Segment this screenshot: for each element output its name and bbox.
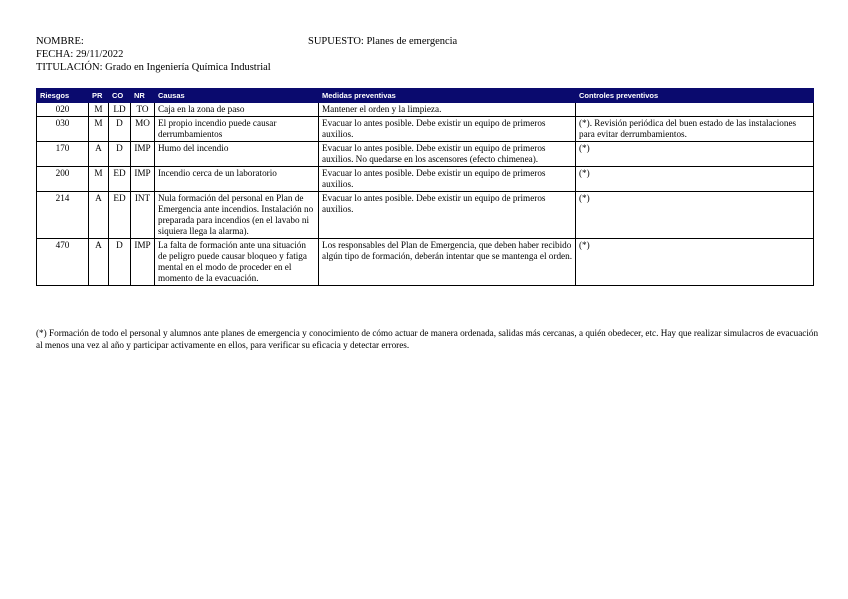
- header-riesgos: Riesgos: [37, 89, 89, 103]
- cell-riesgo: 020: [37, 103, 89, 117]
- cell-controles: [576, 103, 814, 117]
- cell-pr: M: [89, 117, 109, 142]
- cell-nr: TO: [131, 103, 155, 117]
- table-row: [37, 239, 814, 286]
- cell-co: D: [109, 117, 131, 142]
- cell-controles: (*). Revisión periódica del buen estado de las instalaciones para evitar derrumbamientos.: [576, 117, 814, 142]
- cell-nr: MO: [131, 117, 155, 142]
- header-controles: Controles preventivos: [576, 89, 814, 103]
- document-header: [36, 35, 271, 74]
- cell-medidas: Evacuar lo antes posible. Debe existir un equipo de primeros auxilios. No quedarse en los ascensores (efecto chimenea).: [319, 142, 576, 167]
- cell-riesgo: 170: [37, 142, 89, 167]
- cell-nr: IMP: [131, 167, 155, 192]
- cell-causas: Nula formación del personal en Plan de Emergencia ante incendios. Instalación no preparada para incendios (en el lavabo ni siquiera llega la alarma).: [155, 192, 319, 239]
- cell-medidas: Los responsables del Plan de Emergencia, que deben haber recibido algún tipo de formación, deberán intentar que se mantenga el orden.: [319, 239, 576, 286]
- cell-pr: M: [89, 103, 109, 117]
- cell-co: D: [109, 142, 131, 167]
- cell-causas: Caja en la zona de paso: [155, 103, 319, 117]
- cell-medidas: Evacuar lo antes posible. Debe existir un equipo de primeros auxilios.: [319, 167, 576, 192]
- supuesto-label: SUPUESTO: Planes de emergencia: [308, 36, 458, 47]
- titulacion-label: TITULACIÓN: Grado en Ingeniería Química Industrial: [36, 62, 271, 73]
- cell-causas: La falta de formación ante una situación de peligro puede causar bloqueo y fatiga mental en el modo de proceder en el momento de la evacuación.: [155, 239, 319, 286]
- cell-causas: Humo del incendio: [155, 142, 319, 167]
- header-co: CO: [109, 89, 131, 103]
- cell-pr: A: [89, 192, 109, 239]
- cell-causas: Incendio cerca de un laboratorio: [155, 167, 319, 192]
- cell-riesgo: 030: [37, 117, 89, 142]
- cell-nr: IMP: [131, 142, 155, 167]
- cell-medidas: Evacuar lo antes posible. Debe existir un equipo de primeros auxilios.: [319, 192, 576, 239]
- header-causas: Causas: [155, 89, 319, 103]
- table-row: [37, 103, 814, 117]
- cell-controles: (*): [576, 142, 814, 167]
- cell-riesgo: 470: [37, 239, 89, 286]
- header-pr: PR: [89, 89, 109, 103]
- cell-controles: (*): [576, 192, 814, 239]
- header-medidas: Medidas preventivas: [319, 89, 576, 103]
- cell-pr: A: [89, 239, 109, 286]
- table-header-row: [37, 89, 814, 103]
- cell-pr: M: [89, 167, 109, 192]
- cell-co: LD: [109, 103, 131, 117]
- cell-riesgo: 200: [37, 167, 89, 192]
- table-row: [37, 117, 814, 142]
- table-row: [37, 192, 814, 239]
- cell-pr: A: [89, 142, 109, 167]
- nombre-label: NOMBRE:: [36, 36, 84, 47]
- table-row: [37, 167, 814, 192]
- cell-controles: (*): [576, 167, 814, 192]
- table-row: [37, 142, 814, 167]
- cell-medidas: Mantener el orden y la limpieza.: [319, 103, 576, 117]
- cell-co: ED: [109, 192, 131, 239]
- header-nr: NR: [131, 89, 155, 103]
- cell-medidas: Evacuar lo antes posible. Debe existir un equipo de primeros auxilios.: [319, 117, 576, 142]
- footnote: (*) Formación de todo el personal y alumnos ante planes de emergencia y conocimiento de cómo actuar de manera ordenada, salidas más cercanas, a quién obedecer, etc. Hay que realizar simulacros de evacuación al menos una vez al año y participar activamente en ellos, para verificar su eficacia y detectar errores.: [36, 328, 819, 350]
- cell-co: D: [109, 239, 131, 286]
- cell-co: ED: [109, 167, 131, 192]
- cell-controles: (*): [576, 239, 814, 286]
- cell-causas: El propio incendio puede causar derrumbamientos: [155, 117, 319, 142]
- cell-nr: INT: [131, 192, 155, 239]
- cell-riesgo: 214: [37, 192, 89, 239]
- fecha-label: FECHA: 29/11/2022: [36, 49, 124, 60]
- cell-nr: IMP: [131, 239, 155, 286]
- risk-table: [36, 88, 814, 286]
